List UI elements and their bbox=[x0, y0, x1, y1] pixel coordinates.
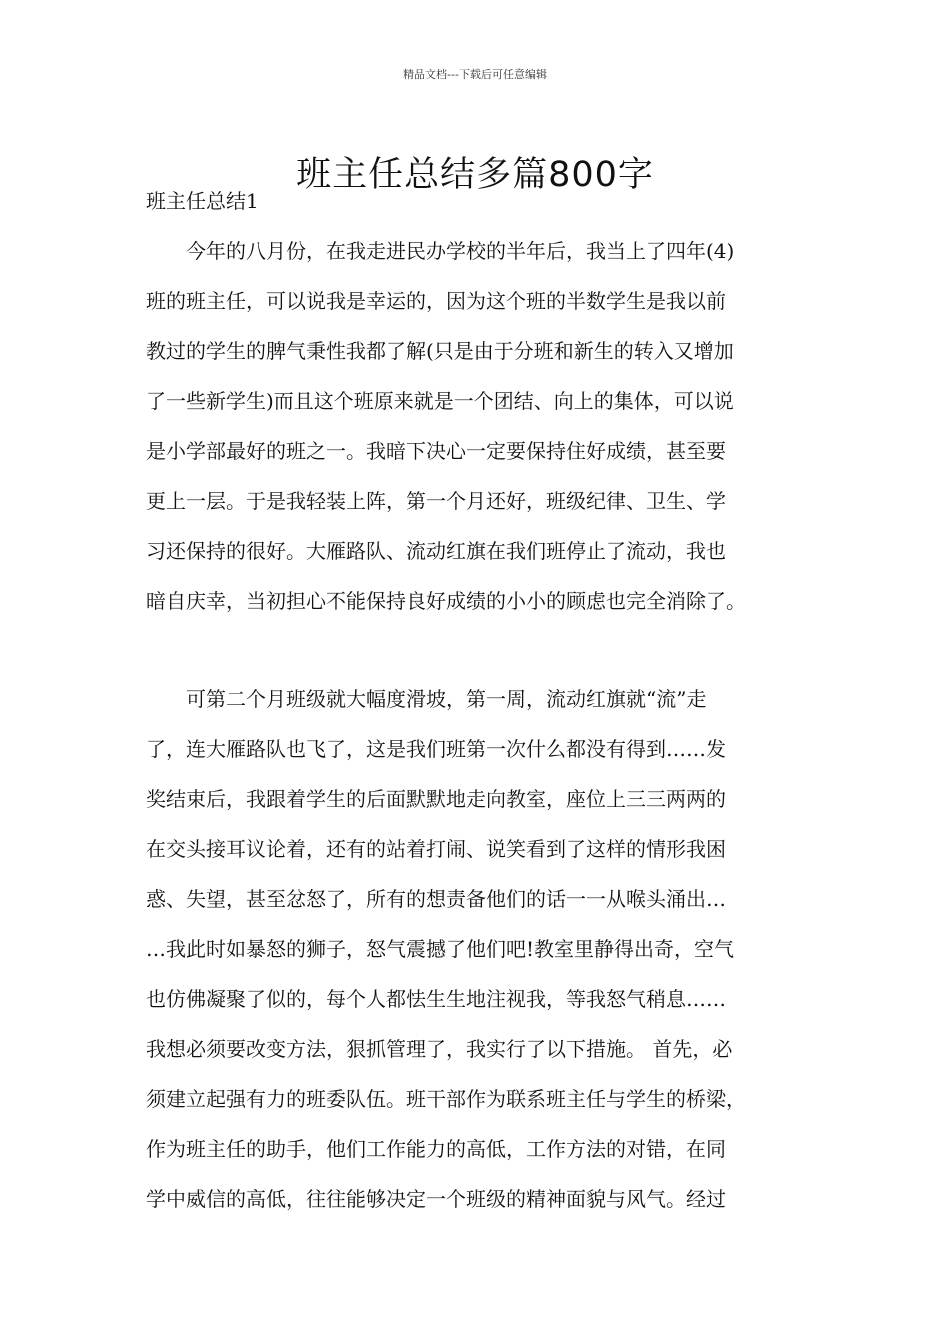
text-line: 习还保持的很好。大雁路队、流动红旗在我们班停止了流动，我也 bbox=[146, 539, 726, 563]
section-heading: 班主任总结1 bbox=[146, 189, 259, 213]
text-line: 须建立起强有力的班委队伍。班干部作为联系班主任与学生的桥梁， bbox=[146, 1087, 746, 1111]
paragraph-2 bbox=[146, 674, 811, 1224]
text-line: 奖结束后，我跟着学生的后面默默地走向教室，座位上三三两两的 bbox=[146, 787, 726, 811]
text-line: 学中威信的高低，往往能够决定一个班级的精神面貌与风气。经过 bbox=[146, 1187, 726, 1211]
header-note: 精品文档---下载后可任意编辑 bbox=[403, 68, 547, 81]
text-line: 在交头接耳议论着，还有的站着打闹、说笑看到了这样的情形我困 bbox=[146, 837, 726, 861]
text-line: 暗自庆幸，当初担心不能保持良好成绩的小小的顾虑也完全消除了。 bbox=[146, 589, 746, 613]
text-line: 更上一层。于是我轻装上阵，第一个月还好，班级纪律、卫生、学 bbox=[146, 489, 726, 513]
text-line: 可第二个月班级就大幅度滑坡，第一周，流动红旗就“流”走 bbox=[146, 687, 707, 711]
text-line: 了一些新学生)而且这个班原来就是一个团结、向上的集体，可以说 bbox=[146, 389, 734, 413]
text-line: 班的班主任，可以说我是幸运的，因为这个班的半数学生是我以前 bbox=[146, 289, 726, 313]
paragraph-1 bbox=[146, 226, 811, 626]
text-line: 我想必须要改变方法，狠抓管理了，我实行了以下措施。 首先，必 bbox=[146, 1037, 733, 1061]
text-line: 惑、失望，甚至忿怒了，所有的想责备他们的话一一从喉头涌出… bbox=[146, 887, 726, 911]
text-line: 今年的八月份，在我走进民办学校的半年后，我当上了四年(4) bbox=[146, 239, 735, 263]
text-line: 了，连大雁路队也飞了，这是我们班第一次什么都没有得到……发 bbox=[146, 737, 726, 761]
text-line: 教过的学生的脾气秉性我都了解(只是由于分班和新生的转入又增加 bbox=[146, 339, 734, 363]
text-line: 也仿佛凝聚了似的，每个人都怯生生地注视我，等我怒气稍息…… bbox=[146, 987, 726, 1011]
text-line: …我此时如暴怒的狮子，怒气震撼了他们吧!教室里静得出奇，空气 bbox=[146, 937, 735, 961]
text-line: 作为班主任的助手，他们工作能力的高低，工作方法的对错，在同 bbox=[146, 1137, 726, 1161]
page-title: 班主任总结多篇800字 bbox=[296, 155, 654, 196]
text-line: 是小学部最好的班之一。我暗下决心一定要保持住好成绩，甚至要 bbox=[146, 439, 726, 463]
